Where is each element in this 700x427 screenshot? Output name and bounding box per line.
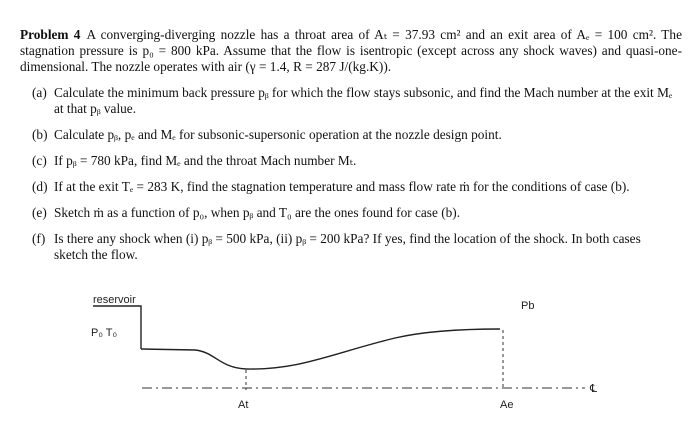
part-label: (e) (32, 205, 47, 220)
throat-area-label: At (238, 399, 249, 411)
part-text: Sketch ṁ as a function of p₀, when pᵦ and T₀ are the ones found for case (b). (54, 205, 461, 220)
problem-heading: Problem 4 (20, 27, 81, 42)
part-text: Is there any shock when (i) pᵦ = 500 kPa, (ii) pᵦ = 200 kPa? If yes, find the location of the shock. In both cases sketch the flow. (54, 231, 641, 262)
part-c (20, 153, 682, 169)
problem-text: A converging-diverging nozzle has a throat area of Aₜ = 37.93 cm² and an exit area of Aₑ = 100 cm². The stagnation pressure is p₀ = 800 kPa. Assume that the flow is isentropic (except across any shock waves) and quasi-one-dimensional. The nozzle operates with air (γ = 1.4, R = 287 J/(kg.K)). (20, 27, 682, 74)
back-pressure-label: Pb (521, 300, 535, 312)
stagnation-conditions-label: P₀ T₀ (91, 327, 118, 339)
problem-statement (20, 27, 682, 75)
part-b (20, 127, 682, 143)
part-text: If at the exit Tₑ = 283 K, find the stagnation temperature and mass flow rate ṁ for the conditions of case (b). (54, 179, 630, 194)
part-d (20, 179, 682, 195)
centerline-symbol: ℄ (590, 383, 598, 395)
problem-document (20, 27, 682, 273)
part-text: Calculate pᵦ, pₑ and Mₑ for subsonic-supersonic operation at the nozzle design point. (54, 127, 502, 142)
part-label: (d) (32, 179, 48, 194)
part-text: If pᵦ = 780 kPa, find Mₑ and the throat Mach number Mₜ. (54, 153, 357, 168)
part-text: Calculate the minimum back pressure pᵦ for which the flow stays subsonic, and find the Mach number at the exit Mₑ at that pᵦ value. (54, 85, 673, 116)
part-label: (b) (32, 127, 48, 142)
part-a (20, 85, 682, 117)
part-e (20, 205, 682, 221)
nozzle-wall (141, 329, 500, 369)
part-label: (c) (32, 153, 47, 168)
reservoir-label: reservoir (93, 294, 136, 306)
nozzle-sketch (0, 288, 700, 427)
exit-area-label: Ae (500, 399, 514, 411)
part-label: (f) (32, 231, 46, 246)
part-label: (a) (32, 85, 47, 100)
part-f (20, 231, 682, 263)
problem-parts-list (20, 85, 682, 263)
